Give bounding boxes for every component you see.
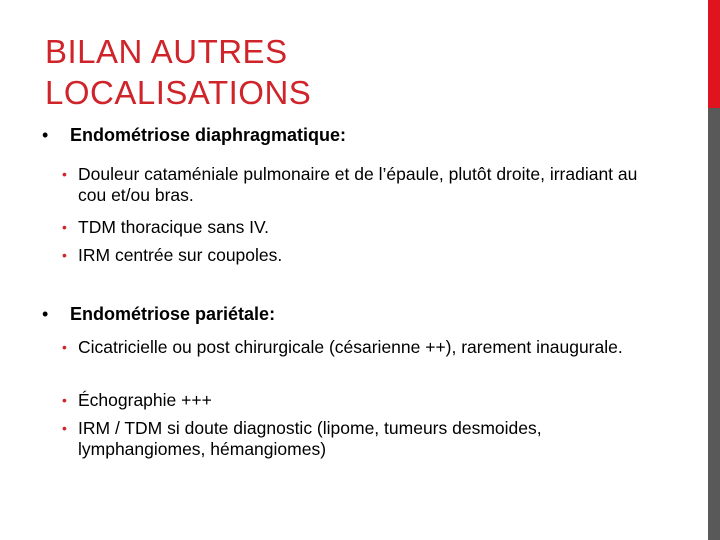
list-item-text: Cicatricielle ou post chirurgicale (césarienne ++), rarement inaugurale. <box>78 337 623 357</box>
list-item-text: TDM thoracique sans IV. <box>78 217 269 237</box>
list-item-text: IRM centrée sur coupoles. <box>78 245 283 265</box>
list-item-text: Échographie +++ <box>78 390 212 410</box>
bullet-icon: • <box>42 304 49 324</box>
bullet-icon: • <box>62 420 67 436</box>
bullet-icon: • <box>62 339 67 355</box>
bullet-icon: • <box>62 219 67 235</box>
list-item <box>62 217 642 238</box>
list-item-text: Douleur cataméniale pulmonaire et de l’épaule, plutôt droite, irradiant au cou et/ou bras. <box>78 164 638 205</box>
accent-bar-red <box>708 0 720 108</box>
accent-bar-gray <box>708 108 720 540</box>
list-item <box>62 337 642 358</box>
list-item <box>62 245 642 266</box>
slide-title-line-1: BILAN AUTRES <box>45 33 288 70</box>
bullet-icon: • <box>62 166 67 182</box>
list-item <box>62 390 642 411</box>
section-heading-label: Endométriose diaphragmatique: <box>70 125 347 145</box>
list-item-text: IRM / TDM si doute diagnostic (lipome, tumeurs desmoides, lymphangiomes, hémangiomes) <box>78 418 542 459</box>
list-item <box>62 164 642 206</box>
bullet-icon: • <box>42 125 49 145</box>
bullet-icon: • <box>62 247 67 263</box>
slide-title-line-2: LOCALISATIONS <box>45 74 312 111</box>
list-item <box>62 418 642 460</box>
section-heading-label: Endométriose pariétale: <box>70 304 276 324</box>
bullet-icon: • <box>62 392 67 408</box>
